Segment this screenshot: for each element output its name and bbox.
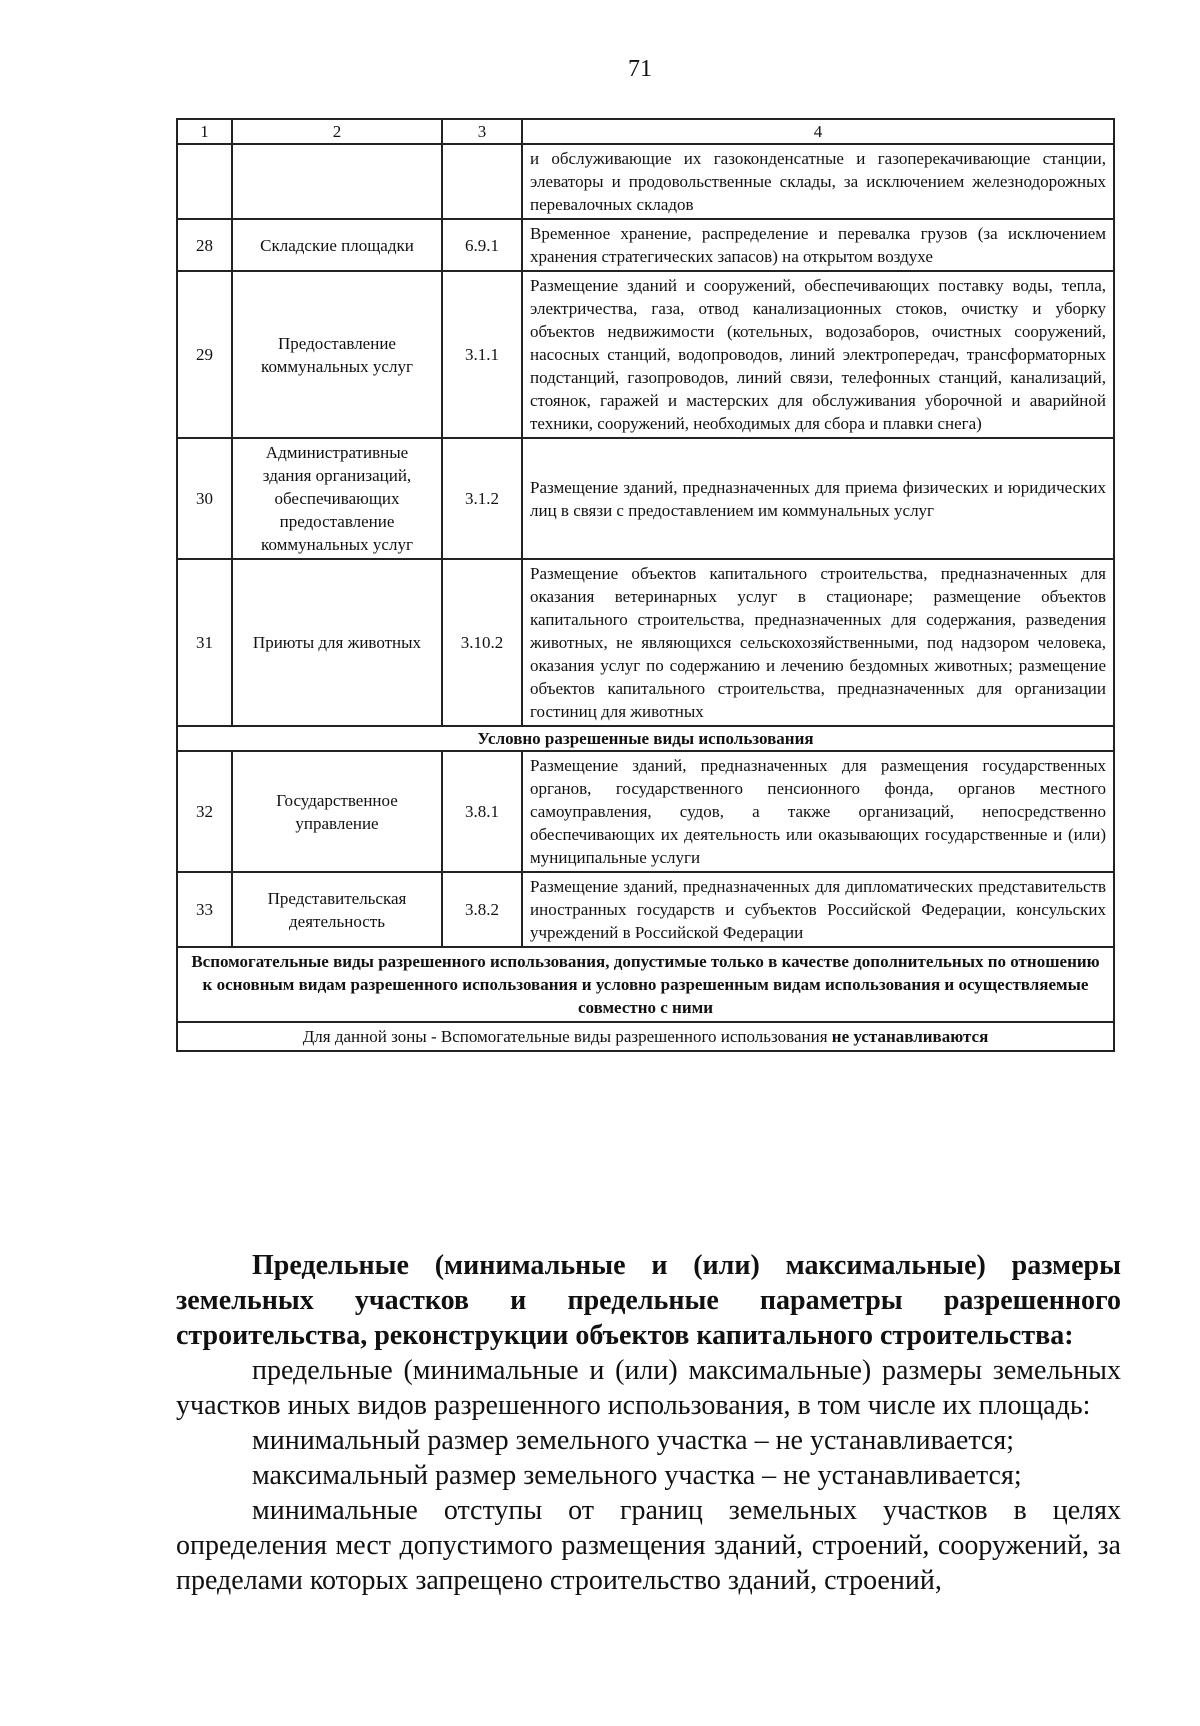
- table-row: [177, 219, 1114, 271]
- col-header-1: 1: [177, 119, 232, 144]
- use-code: 3.8.1: [442, 751, 522, 872]
- use-name: Предоставление коммунальных услуг: [232, 271, 442, 438]
- col-header-4: 4: [522, 119, 1114, 144]
- page-number: 71: [628, 56, 652, 82]
- row-number: [177, 144, 232, 219]
- use-name: Административные здания организаций, обеспечивающих предоставление коммунальных услуг: [232, 438, 442, 559]
- row-number: 32: [177, 751, 232, 872]
- regulations-text: [176, 1248, 1121, 1598]
- paragraph-min-size: минимальный размер земельного участка – не устанавливается;: [252, 1425, 1015, 1456]
- use-description: и обслуживающие их газоконденсатные и газоперекачивающие станции, элеваторы и продовольственные склады, за исключением железнодорожных перевалочных складов: [522, 144, 1114, 219]
- conditional-uses-heading: Условно разрешенные виды использования: [177, 726, 1114, 751]
- row-number: 30: [177, 438, 232, 559]
- col-header-2: 2: [232, 119, 442, 144]
- col-header-3: 3: [442, 119, 522, 144]
- use-code: 3.10.2: [442, 559, 522, 726]
- table-row: [177, 144, 1114, 219]
- row-number: 28: [177, 219, 232, 271]
- table-row: [177, 559, 1114, 726]
- use-code: 3.1.1: [442, 271, 522, 438]
- auxiliary-note-prefix: Для данной зоны - Вспомогательные виды разрешенного использования: [302, 1027, 832, 1046]
- auxiliary-uses-note: [177, 1022, 1114, 1051]
- conditional-uses-heading-row: [177, 726, 1114, 751]
- table-row: [177, 438, 1114, 559]
- use-description: Размещение объектов капитального строительства, предназначенных для оказания ветеринарных услуг в стационаре; размещение объектов капитального строительства, предназначенных для содержания, разведения животных, не являющихся сельскохозяйственными, под надзором человека, оказания услуг по содержанию и лечению бездомных животных; размещение объектов капитального строительства, предназначенных для организации гостиниц для животных: [522, 559, 1114, 726]
- table-row: [177, 751, 1114, 872]
- paragraph-plot-sizes: предельные (минимальные и (или) максимальные) размеры земельных участков иных видов разрешенного использования, в том числе их площадь:: [176, 1355, 1121, 1421]
- use-description: Размещение зданий, предназначенных для приема физических и юридических лиц в связи с предоставлением им коммунальных услуг: [522, 438, 1114, 559]
- use-description: Временное хранение, распределение и перевалка грузов (за исключением хранения стратегических запасов) на открытом воздухе: [522, 219, 1114, 271]
- use-description: Размещение зданий и сооружений, обеспечивающих поставку воды, тепла, электричества, газа, отвод канализационных стоков, очистку и уборку объектов недвижимости (котельных, водозаборов, очистных сооружений, насосных станций, водопроводов, линий электропередач, трансформаторных подстанций, газопроводов, линий связи, телефонных станций, канализаций, стоянок, гаражей и мастерских для обслуживания уборочной и аварийной техники, сооружений, необходимых для сбора и плавки снега): [522, 271, 1114, 438]
- use-name: Представительская деятельность: [232, 872, 442, 947]
- use-name: Приюты для животных: [232, 559, 442, 726]
- use-description: Размещение зданий, предназначенных для дипломатических представительств иностранных государств и субъектов Российской Федерации, консульских учреждений в Российской Федерации: [522, 872, 1114, 947]
- use-name: [232, 144, 442, 219]
- table-row: [177, 271, 1114, 438]
- paragraph-setbacks: минимальные отступы от границ земельных участков в целях определения мест допустимого размещения зданий, строений, сооружений, за пределами которых запрещено строительство зданий, строений,: [176, 1495, 1121, 1596]
- table-row: [177, 872, 1114, 947]
- use-description: Размещение зданий, предназначенных для размещения государственных органов, государственного пенсионного фонда, органов местного самоуправления, судов, а также организаций, непосредственно обеспечивающих их деятельность или оказывающих государственные и (или) муниципальные услуги: [522, 751, 1114, 872]
- use-code: [442, 144, 522, 219]
- use-code: 3.1.2: [442, 438, 522, 559]
- row-number: 33: [177, 872, 232, 947]
- auxiliary-uses-note-row: [177, 1022, 1114, 1051]
- use-code: 6.9.1: [442, 219, 522, 271]
- section-heading: Предельные (минимальные и (или) максимальные) размеры земельных участков и предельные параметры разрешенного строительства, реконструкции объектов капитального строительства:: [176, 1250, 1121, 1351]
- table-header-row: [177, 119, 1114, 144]
- auxiliary-uses-heading: Вспомогательные виды разрешенного использования, допустимые только в качестве дополнительных по отношению к основным видам разрешенного использования и условно разрешенным видам использования и осуществляемые совместно с ними: [177, 947, 1114, 1022]
- row-number: 31: [177, 559, 232, 726]
- auxiliary-note-bold: не устанавливаются: [831, 1027, 989, 1046]
- use-name: Складские площадки: [232, 219, 442, 271]
- use-code: 3.8.2: [442, 872, 522, 947]
- use-name: Государственное управление: [232, 751, 442, 872]
- row-number: 29: [177, 271, 232, 438]
- auxiliary-uses-heading-row: [177, 947, 1114, 1022]
- paragraph-max-size: максимальный размер земельного участка – не устанавливается;: [252, 1460, 1022, 1491]
- land-use-table: [176, 118, 1115, 1052]
